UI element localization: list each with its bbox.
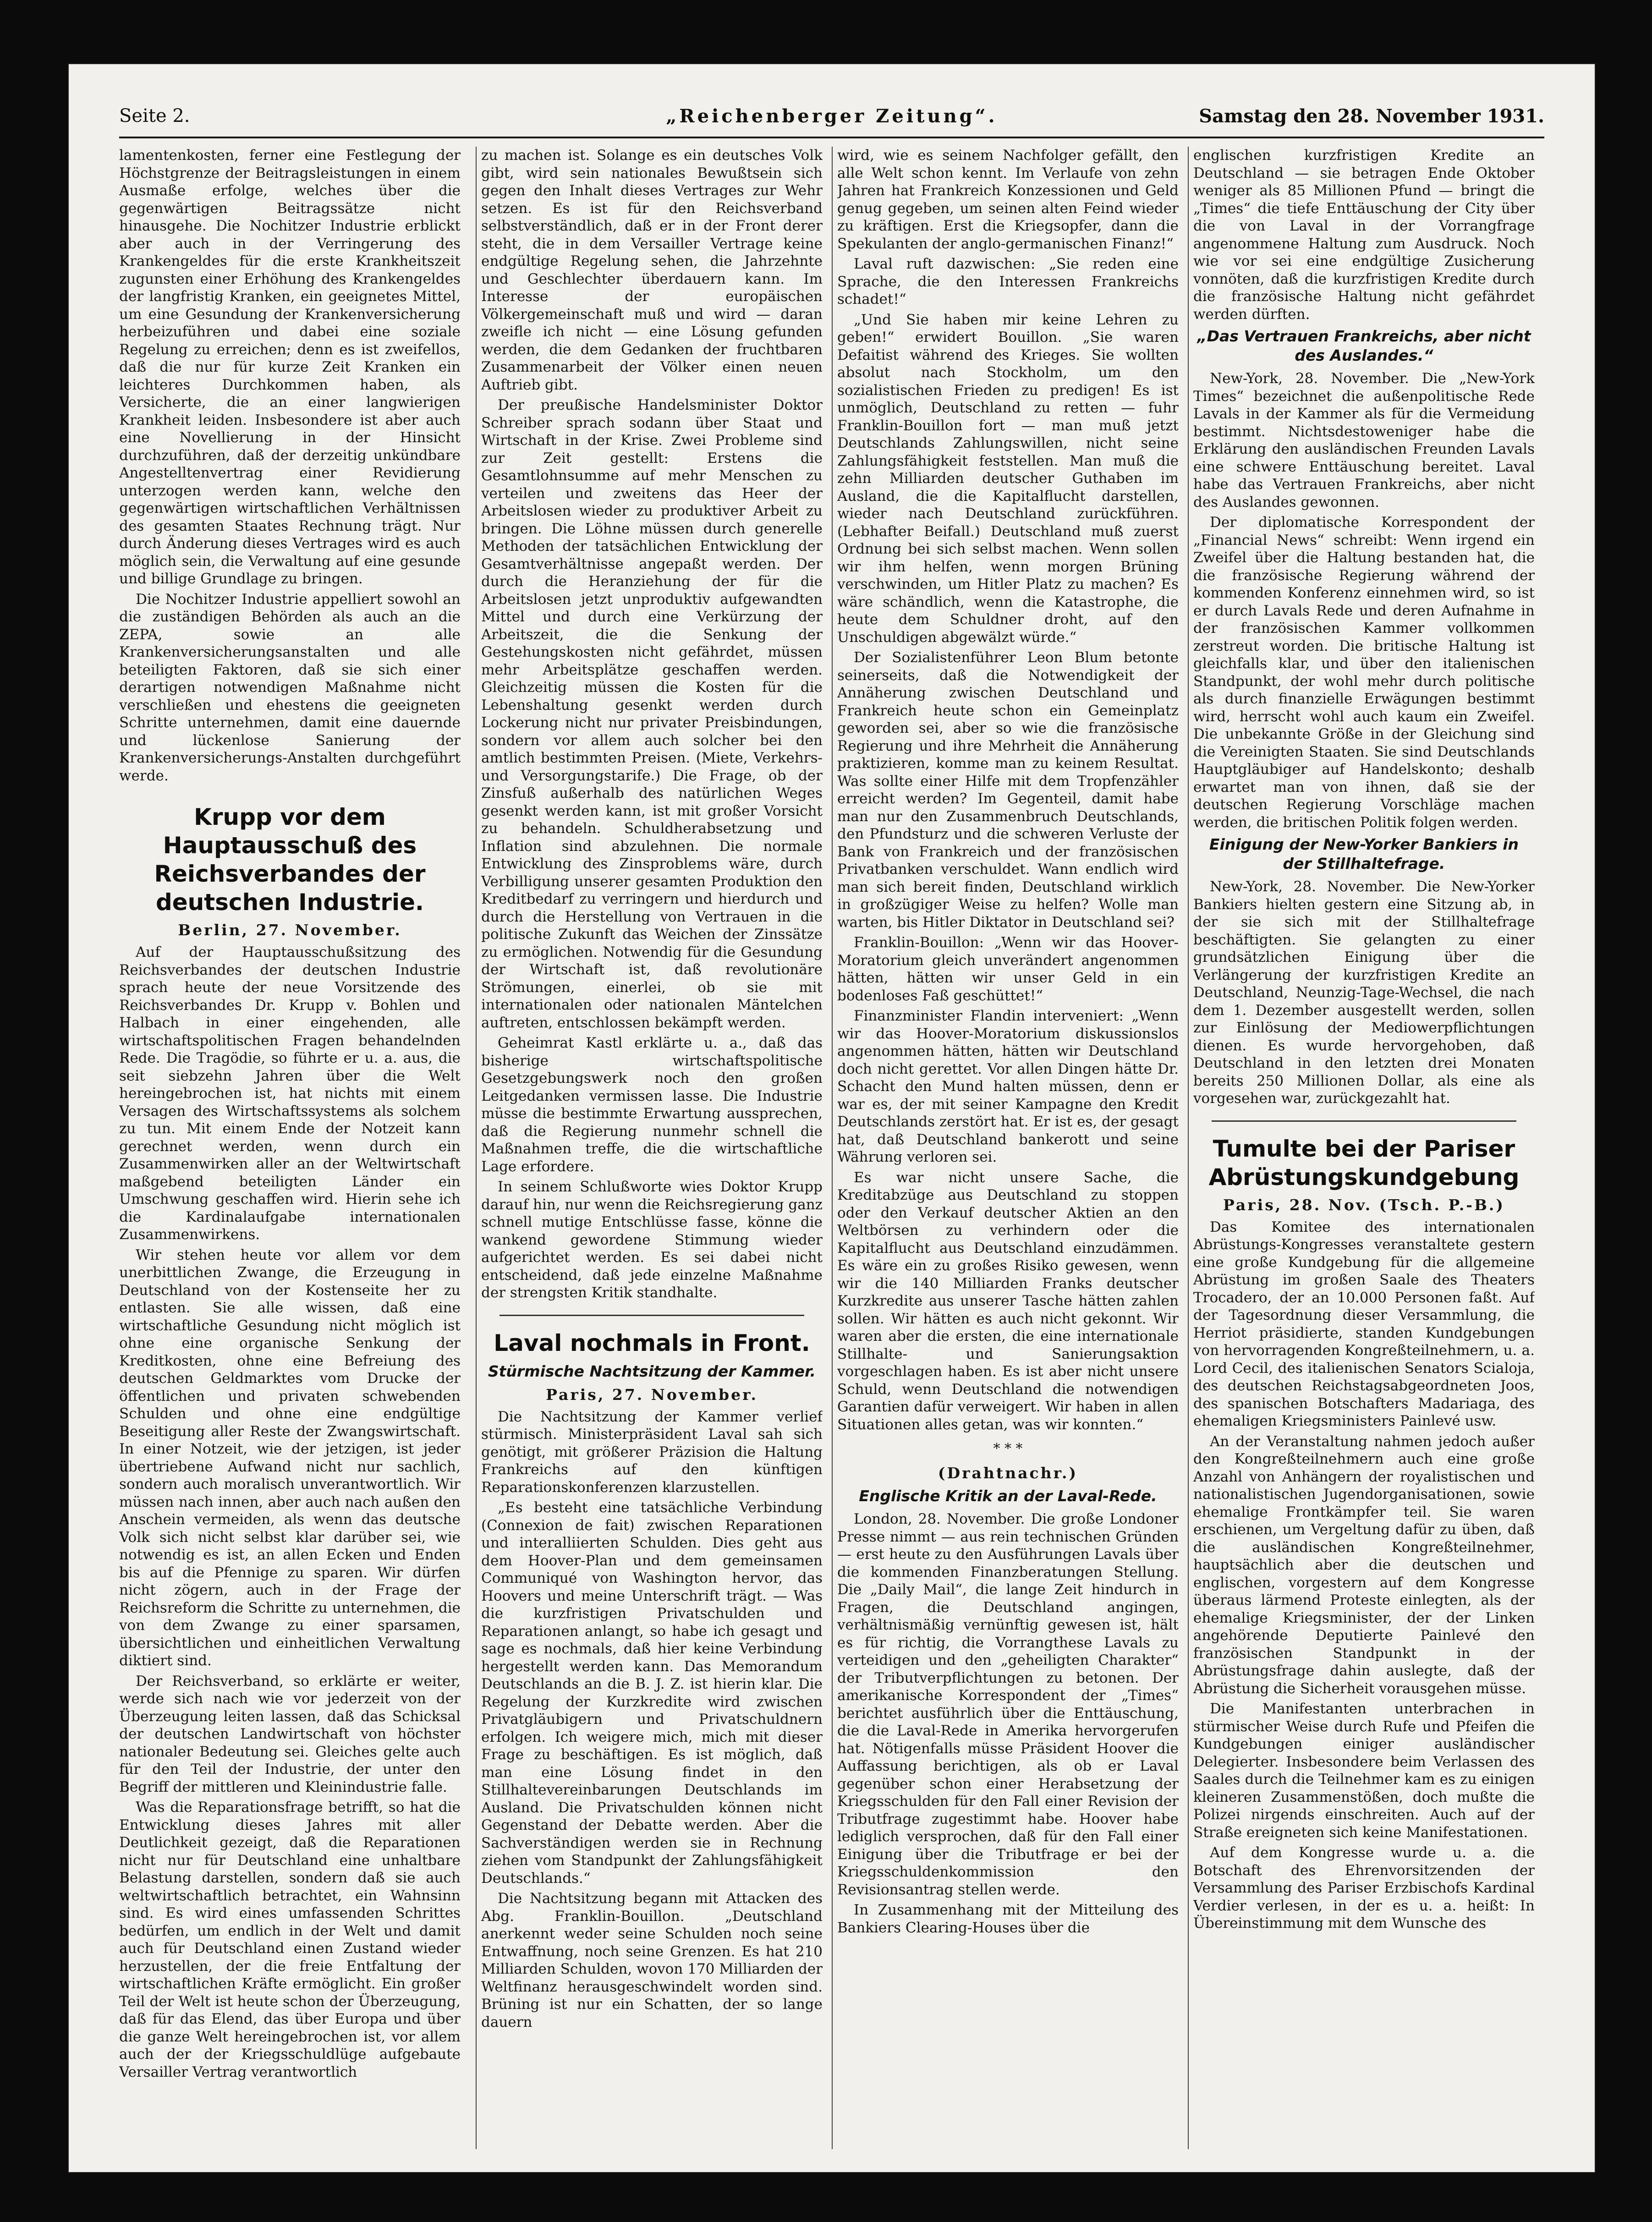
subheadline: Einigung der New-Yorker Bankiers in der Stillhaltefrage. bbox=[1209, 835, 1519, 872]
column-2 bbox=[481, 147, 823, 2149]
paragraph: Finanzminister Flandin interveniert: „Wenn wir das Hoover-Moratorium diskussionslos angenommen hätten, hätten wir Deutschland doch nicht gerettet. Vor allen Dingen hätte Dr. Schacht den Mund halten müssen, denn er war es, der mit seiner Kampagne den Kredit Deutschlands zerstört hat. Er ist es, der gesagt hat, daß Deutschland bankerott und seine Währung verloren sei. bbox=[837, 1008, 1179, 1165]
newspaper-title: „Reichenberger Zeitung“. bbox=[666, 105, 998, 127]
paragraph: An der Veranstaltung nahmen jedoch außer den Kongreßteilnehmern auch eine große Anzahl von Anhängern der royalistischen und nationalistischen Jugendorganisationen, sowie ehemalige Frontkämpfer teil. Sie waren erschienen, um Vergeltung dafür zu üben, daß die ausländischen Kongreßteilnehmer, hauptsächlich aber die deutschen und englischen, vorgestern auf dem Kongresse überaus lärmend Proteste einlegten, als der ehemalige Kriegsminister, der der Linken angehörende Deputierte Painlevé den französischen Standpunkt in der Abrüstungsfrage dahin auslegte, daß der Abrüstung die Sicherheit vorausgehen müsse. bbox=[1193, 1433, 1535, 1697]
paragraph: Die Nachtsitzung begann mit Attacken des Abg. Franklin-Bouillon. „Deutschland anerkennt weder seine Schulden noch seine Entwaffnung, noch seine Grenzen. Es hat 210 Milliarden Schulden, wovon 170 Milliarden der Weltfinanz herausgeschwindelt worden sind. Brüning ist nur ein Schatten, der so lange dauern bbox=[481, 1890, 823, 2030]
paragraph: Die Manifestanten unterbrachen in stürmischer Weise durch Rufe und Pfeifen die Kundgebungen einiger ausländischer Delegierter. Insbesondere beim Verlassen des Saales durch die Teilnehmer kam es zu einigen kleineren Zusammenstößen, doch mußte die Polizei nirgends einschreiten. Auch auf der Straße ereigneten sich keine Manifestationen. bbox=[1193, 1701, 1535, 1841]
headline-krupp: Krupp vor dem Hauptausschuß des Reichsverbandes der deutschen Industrie. bbox=[154, 804, 426, 916]
subheadline: Stürmische Nachtsitzung der Kammer. bbox=[488, 1362, 816, 1380]
paragraph: zu machen ist. Solange es ein deutsches Volk gibt, wird sein nationales Bewußtsein sich gegen den Inhalt dieses Vertrages zur Wehr setzen. Es ist für den Reichsverband selbstverständlich, daß er in der Front derer steht, die in dem Versailler Vertrage keine endgültige Regelung sehen, die Jahrzehnte und Geschlechter überdauern kann. Im Interesse der europäischen Völkergemeinschaft muß und wird — daran zweifle ich nicht — eine Lösung gefunden werden, die dem Gedanken der fruchtbaren Zusammenarbeit der Völker einen neuen Auftrieb gibt. bbox=[481, 147, 823, 393]
paragraph: Auf der Hauptausschußsitzung des Reichsverbandes der deutschen Industrie sprach heute der neue Vorsitzende des Reichsverbandes Dr. Krupp v. Bohlen und Halbach in einer eingehenden, alle wirtschaftspolitischen Fragen behandelnden Rede. Die Tragödie, so führte er u. a. aus, die seit siebzehn Jahren über die Welt hereingebrochen ist, hat nichts mit einem Versagen des Wirtschaftssystems als solchem zu tun. Mit einem Ende der Notzeit kann gerechnet werden, wenn durch ein Zusammenwirken aller an der Weltwirtschaft maßgebend beteiligten Länder ein Umschwung geschaffen wird. Hierin sehe ich die Kardinalaufgabe internationalen Zusammenwirkens. bbox=[119, 944, 461, 1243]
headline-laval: Laval nochmals in Front. bbox=[494, 1329, 810, 1356]
subheadline: Englische Kritik an der Laval-Rede. bbox=[859, 1487, 1157, 1505]
paragraph: Wir stehen heute vor allem vor dem unerbittlichen Zwange, die Erzeugung in Deutschland von der Kostenseite her zu entlasten. Sie alle wissen, daß eine wirtschaftliche Gesundung nicht möglich ist ohne eine organische Senkung der Kreditkosten, ohne eine Befreiung des deutschen Geldmarktes vom Drucke der öffentlichen und privaten schwebenden Schulden und ohne eine endgültige Beseitigung aller Reste der Zwangswirtschaft. In einer Notzeit, wie der jetzigen, ist jeder übertriebene Aufwand nicht nur sachlich, sondern auch moralisch unverantwortlich. Wir müssen nach innen, aber auch nach außen den Anschein vermeiden, als wenn das deutsche Volk sich nicht selbst klar darüber sei, wie notwendig es ist, an allen Ecken und Enden bis auf die Pfennige zu sparen. Wir dürfen nicht zögern, auch in der Frage der Reichsreform die Schritte zu unternehmen, die von dem Zwange zu einer sparsamen, übersichtlichen und einheitlichen Verwaltung diktiert sind. bbox=[119, 1246, 461, 1669]
paragraph: In seinem Schlußworte wies Doktor Krupp darauf hin, nur wenn die Reichsregierung ganz schnell mutige Entschlüsse fasse, könne die wankend gewordene Stimmung wieder aufgerichtet werden. Es sei dabei nicht entscheidend, daß jede einzelne Maßnahme der strengsten Kritik standhalte. bbox=[481, 1179, 823, 1301]
article-separator bbox=[1212, 1120, 1516, 1122]
article-separator bbox=[499, 1315, 804, 1316]
paragraph: Der Sozialistenführer Leon Blum betonte seinerseits, daß die Notwendigkeit der Annäherung zwischen Deutschland und Frankreich heute schon ein Gemeinplatz geworden sei, aber so wie die französische Regierung und ihre Mehrheit die Annäherung praktizieren, komme man zu keinem Resultat. Was sollte einer Hilfe mit dem Tropfenzähler erreicht werden? Im Gegenteil, damit habe man nur den Zusammenbruch Deutschlands, den Pfundsturz und die schweren Verluste der Bank von Frankreich und der französischen Privatbanken verschuldet. Wann endlich wird man sich bereit finden, Deutschland wirklich in großzügiger Weise zu helfen? Wolle man warten, bis Hitler Diktator in Deutschland sei? bbox=[837, 649, 1179, 931]
subheadline: „Das Vertrauen Frankreichs, aber nicht des Auslandes.“ bbox=[1197, 327, 1531, 364]
paragraph: Der Reichsverband, so erklärte er weiter, werde sich nach wie vor jederzeit von der Überzeugung leiten lassen, daß das Schicksal der deutschen Landwirtschaft von höchster nationaler Bedeutung sei. Gleiches gelte auch für den Teil der Industrie, der unter den Begriff der mittleren und Kleinindustrie falle. bbox=[119, 1673, 461, 1795]
section-stars: * * * bbox=[993, 1441, 1023, 1457]
dateline: Paris, 28. Nov. (Tsch. P.-B.) bbox=[1223, 1196, 1505, 1214]
paragraph: Geheimrat Kastl erklärte u. a., daß das bisherige wirtschaftspolitische Gesetzgebungswerk noch den großen Leitgedanken vermissen lasse. Die Industrie müsse die bestimmte Erwartung aussprechen, daß die Regierung nunmehr schnell die Maßnahmen treffe, die die wirtschaftliche Lage erfordere. bbox=[481, 1035, 823, 1175]
paragraph: Das Komitee des internationalen Abrüstungs-Kongresses veranstaltete gestern eine große Kundgebung für die allgemeine Abrüstung im großen Saale des Theaters Trocadero, der an 10.000 Personen faßt. Auf der Tagesordnung dieser Versammlung, die Herriot präsidierte, standen Kundgebungen von hervorragenden Kongreßteilnehmern, u. a. Lord Cecil, des italienischen Senators Scialoja, des deutschen Reichstagsabgeordneten Joos, des spanischen Botschafters Madariaga, des ehemaligen Kriegsministers Painlevé usw. bbox=[1193, 1218, 1535, 1429]
newspaper-page bbox=[69, 64, 1595, 2172]
paragraph: Die Nachtsitzung der Kammer verlief stürmisch. Ministerpräsident Laval sah sich genötigt, mit größerer Präzision die Haltung Frankreichs auf den künftigen Reparationskonferenzen klarzustellen. bbox=[481, 1408, 823, 1496]
issue-date: Samstag den 28. November 1931. bbox=[1199, 105, 1544, 127]
paragraph: Auf dem Kongresse wurde u. a. die Botschaft des Ehrenvorsitzenden der Versammlung des Pariser Erzbischofs Kardinal Verdier verlesen, in der es u. a. heißt: In Übereinstimmung mit dem Wunsche des bbox=[1193, 1844, 1535, 1931]
paragraph: wird, wie es seinem Nachfolger gefällt, den alle Welt schon kennt. Im Verlaufe von zehn Jahren hat Frankreich Konzessionen und Geld genug gegeben, um seinen alten Feind wieder zu kräftigen. Erst die Kriegsopfer, dann die Spekulanten der anglo-germanischen Finanz!“ bbox=[837, 147, 1179, 252]
article-columns bbox=[119, 147, 1544, 2149]
paragraph: englischen kurzfristigen Kredite an Deutschland — sie betragen Ende Oktober weniger als 85 Millionen Pfund — bringt die „Times“ die tiefe Enttäuschung der City über die von Laval in der Vorrangfrage angenommene Haltung zum Ausdruck. Noch wie vor sei eine endgültige Zusicherung vonnöten, daß die kurzfristigen Kredite durch die französische Haltung nicht gefährdet werden dürften. bbox=[1193, 147, 1535, 323]
paragraph: Der preußische Handelsminister Doktor Schreiber sprach sodann über Staat und Wirtschaft in der Krise. Zwei Probleme sind zur Zeit gestellt: Erstens die Gesamtlohnsumme auf mehr Menschen zu verteilen und zweitens das Heer der Arbeitslosen wieder zu produktiver Arbeit zu bringen. Die Löhne müssen durch generelle Methoden der tatsächlichen Entwicklung der Gesamtverhältnisse angepaßt werden. Der durch die Heranziehung der für die Arbeitslosen jetzt unproduktiv aufgewandten Mittel und durch eine Verkürzung der Arbeitszeit, die die Senkung der Gestehungskosten nicht gefährdet, müssen mehr Arbeitsplätze geschaffen werden. Gleichzeitig müssen die Kosten für die Lebenshaltung gesenkt werden durch Lockerung nicht nur privater Preisbindungen, sondern vor allem auch solcher bei den amtlich bestimmten Preisen. (Miete, Verkehrs- und Versorgungstarife.) Die Frage, ob der Zinsfuß außerhalb des natürlichen Weges gesenkt werden kann, ist mit großer Vorsicht zu behandeln. Schuldherabsetzung und Inflation sind abzulehnen. Die normale Entwicklung des Zinsproblems wäre, durch Verbilligung unserer gesamten Produktion den Kreditbedarf zu verringern und hierdurch und durch die Herstellung von Vertrauen in die politische Zukunft das Weichen der Zinssätze zu ermöglichen. Notwendig für die Gesundung der Wirtschaft ist, daß revolutionäre Strömungen, einerlei, ob sie mit internationalen oder nationalen Mäntelchen auftreten, entschlossen bekämpft werden. bbox=[481, 397, 823, 1031]
column-4 bbox=[1193, 147, 1535, 2149]
header-rule bbox=[119, 137, 1544, 138]
column-1 bbox=[119, 147, 461, 2149]
paragraph: Der diplomatische Korrespondent der „Financial News“ schreibt: Wenn irgend ein Zweifel über die Haltung bestanden hat, die die französische Regierung während der kommenden Konferenz einnehmen wird, so ist er durch Lavals Rede und deren Aufnahme in der französischen Kammer vollkommen zerstreut worden. Die britische Haltung ist gleichfalls klar, und über den italienischen Standpunkt, der wohl mehr durch politische als durch finanzielle Erwägungen bestimmt wird, herrscht wohl auch kaum ein Zweifel. Die unbekannte Größe in der Gleichung sind die Vereinigten Staaten. Sie sind Deutschlands Hauptgläubiger auf Handelskonto; deshalb erwartet man von ihnen, daß sie der deutschen Regierung Vorschläge machen werden, die britischen Politik folgen werden. bbox=[1193, 514, 1535, 831]
paragraph: lamentenkosten, ferner eine Festlegung der Höchstgrenze der Beitragsleistungen in einem Ausmaße erfolge, welches über die gegenwärtigen Beitragssätze nicht hinausgehe. Die Nochitzer Industrie erblickt aber auch in der Verringerung des Krankengeldes für die erste Krankheitszeit zugunsten einer Erhöhung des Krankengeldes der langfristig Kranken, ein geeignetes Mittel, um eine Gesundung der Krankenversicherung herbeizuführen und dabei eine soziale Regelung zu erreichen; denn es ist zweifellos, daß die nur für kurze Zeit Kranken ein leichteres Durchkommen haben, als Versicherte, die an einer langwierigen Krankheit leiden. Insbesondere ist aber auch eine Novellierung in der Hinsicht durchzuführen, daß der derzeitig unkündbare Angestelltenvertrag einer Revidierung unterzogen werden kann, welche den gegenwärtigen wirtschaftlichen Verhältnissen des gesamten Staates Rechnung trägt. Nur durch Änderung dieses Vertrages wird es auch möglich sein, die Verwaltung auf eine gesunde und billige Grundlage zu bringen. bbox=[119, 147, 461, 587]
paragraph: London, 28. November. Die große Londoner Presse nimmt — aus rein technischen Gründen — erst heute zu den Ausführungen Lavals über die kommenden Finanzberatungen Stellung. Die „Daily Mail“, die lange Zeit hindurch in Fragen, die Deutschland angingen, verhältnismäßig vernünftig gewesen ist, hält es für richtig, die Vorrangthese Lavals zu verteidigen und den „geheiligten Charakter“ der Tributverpflichtungen zu betonen. Der amerikanische Korrespondent der „Times“ berichtet ausführlich über die Enttäuschung, die die Laval-Rede in Amerika hervorgerufen hat. Nötigenfalls müsse Präsident Hoover die Auffassung berichtigen, als ob er Laval gegenüber schon einer Herabsetzung der Kriegsschulden für den Fall einer Revision der Tributfrage zugestimmt habe. Hoover habe lediglich versprochen, daß für den Fall einer Einigung über die Tributfrage er bei der Kriegsschuldenkommission den Revisionsantrag stellen werde. bbox=[837, 1511, 1179, 1898]
column-3 bbox=[837, 147, 1179, 2149]
paragraph: New-York, 28. November. Die New-Yorker Bankiers hielten gestern eine Sitzung ab, in der sie sich mit der Stillhaltefrage beschäftigten. Sie gelangten zu einer grundsätzlichen Einigung über die Verlängerung der kurzfristigen Kredite an Deutschland, Neunzig-Tage-Wechsel, die nach dem 1. Dezember ausgestellt werden, sollen zur Einlösung der Mediowerpflichtungen dienen. Es wurde hervorgehoben, daß Deutschland in den letzten drei Monaten bereits 250 Millionen Dollar, als eine als vorgesehen war, zurückgezahlt hat. bbox=[1193, 878, 1535, 1107]
paragraph: In Zusammenhang mit der Mitteilung des Bankiers Clearing-Houses über die bbox=[837, 1902, 1179, 1936]
paragraph: Laval ruft dazwischen: „Sie reden eine Sprache, die den Interessen Frankreichs schadet!“ bbox=[837, 256, 1179, 307]
paragraph: Die Nochitzer Industrie appelliert sowohl an die zuständigen Behörden als auch an die ZEPA, sowie an alle Krankenversicherungsanstalten und alle beteiligten Faktoren, daß sie sich einer derartigen notwendigen Maßnahme nicht verschließen und ehestens die geeigneten Schritte unternehmen, damit eine dauernde und lückenlose Sanierung der Krankenversicherungs-Anstalten durchgeführt werde. bbox=[119, 591, 461, 784]
headline-tumulte: Tumulte bei der Pariser Abrüstungskundgebung bbox=[1208, 1135, 1520, 1191]
page-header bbox=[119, 105, 1544, 137]
paragraph: Franklin-Bouillon: „Wenn wir das Hoover-Moratorium gleich unverändert angenommen hätten, hätten wir unser Geld in ein bodenloses Faß geschüttet!“ bbox=[837, 934, 1179, 1004]
paragraph: Was die Reparationsfrage betrifft, so hat die Entwicklung dieses Jahres mit aller Deutlichkeit gezeigt, daß die Reparationen nicht nur für Deutschland eine unhaltbare Belastung darstellen, sondern daß sie auch weltwirtschaftlich betrachtet, ein Wahnsinn sind. Es wird eines umfassenden Schrittes bedürfen, um endlich in der Welt und damit auch für Deutschland einen Zustand wieder herzustellen, der die freie Entfaltung der wirtschaftlichen Kräfte ermöglicht. Ein großer Teil der Welt ist heute schon der Überzeugung, daß für das Elend, das über Europa und über die ganze Welt hereingebrochen ist, vor allem auch der der Kriegsschuldlüge aufgebaute Versailler Vertrag verantwortlich bbox=[119, 1799, 461, 2080]
dateline: Berlin, 27. November. bbox=[178, 921, 402, 939]
paragraph: Es war nicht unsere Sache, die Kreditabzüge aus Deutschland zu stoppen oder den Verkauf deutscher Aktien an den Weltbörsen zu verhindern oder die Kapitalflucht aus Deutschland einzudämmen. Es wäre ein zu großes Risiko gewesen, wenn wir die 140 Milliarden Franks deutscher Kurzkredite aus unserer Tasche hätten zahlen sollen. Wir hätten es auch nicht gekonnt. Wir waren aber die ersten, die eine internationale Stillhalte- und Sanierungsaktion vorgeschlagen haben. Es ist aber nicht unsere Schuld, wenn Deutschland die notwendigen Garantien dafür verweigert. Wir haben in allen Situationen alles getan, was wir konnten.“ bbox=[837, 1169, 1179, 1433]
paragraph: New-York, 28. November. Die „New-York Times“ bezeichnet die außenpolitische Rede Lavals in der Kammer als für die Vermeidung bestimmt. Nichtsdestoweniger habe die Erklärung den ausländischen Freunden Lavals eine schwere Enttäuschung bereitet. Laval habe das Vertrauen Frankreichs, aber nicht des Auslandes gewonnen. bbox=[1193, 370, 1535, 510]
paragraph: „Es besteht eine tatsächliche Verbindung (Connexion de fait) zwischen Reparationen und interalliierten Schulden. Dies geht aus dem Hoover-Plan und dem gemeinsamen Communiqué von Washington hervor, das Hoovers und meine Unterschrift trägt. — Was die kurzfristigen Privatschulden und Reparationen anlangt, so habe ich gesagt und sage es nochmals, daß hier keine Verbindung hergestellt werden kann. Das Memorandum Deutschlands an die B. J. Z. ist hierin klar. Die Regelung der Kurzkredite wird zwischen Privatgläubigern und Privatschuldnern erfolgen. Ich weigere mich, mich mit dieser Frage zu beschäftigen. Es ist möglich, daß man eine Lösung findet in den Stillhaltevereinbarungen Deutschlands im Ausland. Die Privatschulden können nicht Gegenstand der Debatte werden. Aber die Sachverständigen werden sie in Rechnung ziehen vom Standpunkt der Zahlungsfähigkeit Deutschlands.“ bbox=[481, 1499, 823, 1887]
wire-note: (Drahtnachr.) bbox=[938, 1464, 1078, 1482]
paragraph: „Und Sie haben mir keine Lehren zu geben!“ erwidert Bouillon. „Sie waren Defaitist während des Krieges. Sie wollten absolut nach Stockholm, um den sozialistischen Frieden zu predigen! Es ist unmöglich, Deutschland zu retten — fuhr Franklin-Bouillon fort — man muß jetzt Deutschlands Zahlungswillen, nicht seine Zahlungsfähigkeit feststellen. Man muß die zehn Milliarden deutscher Guthaben im Ausland, die die Kapitalflucht darstellen, wieder nach Deutschland zurückführen. (Lebhafter Beifall.) Deutschland muß zuerst Ordnung bei sich selbst machen. Wenn sollen wir ihm helfen, wenn morgen Brüning verschwinden, um Hitler Platz zu machen? Es wäre schändlich, wenn die Katastrophe, die heute dem Schuldner droht, auf den Unschuldigen abgewälzt würde.“ bbox=[837, 311, 1179, 646]
page-number: Seite 2. bbox=[119, 105, 190, 126]
dateline: Paris, 27. November. bbox=[546, 1385, 758, 1404]
